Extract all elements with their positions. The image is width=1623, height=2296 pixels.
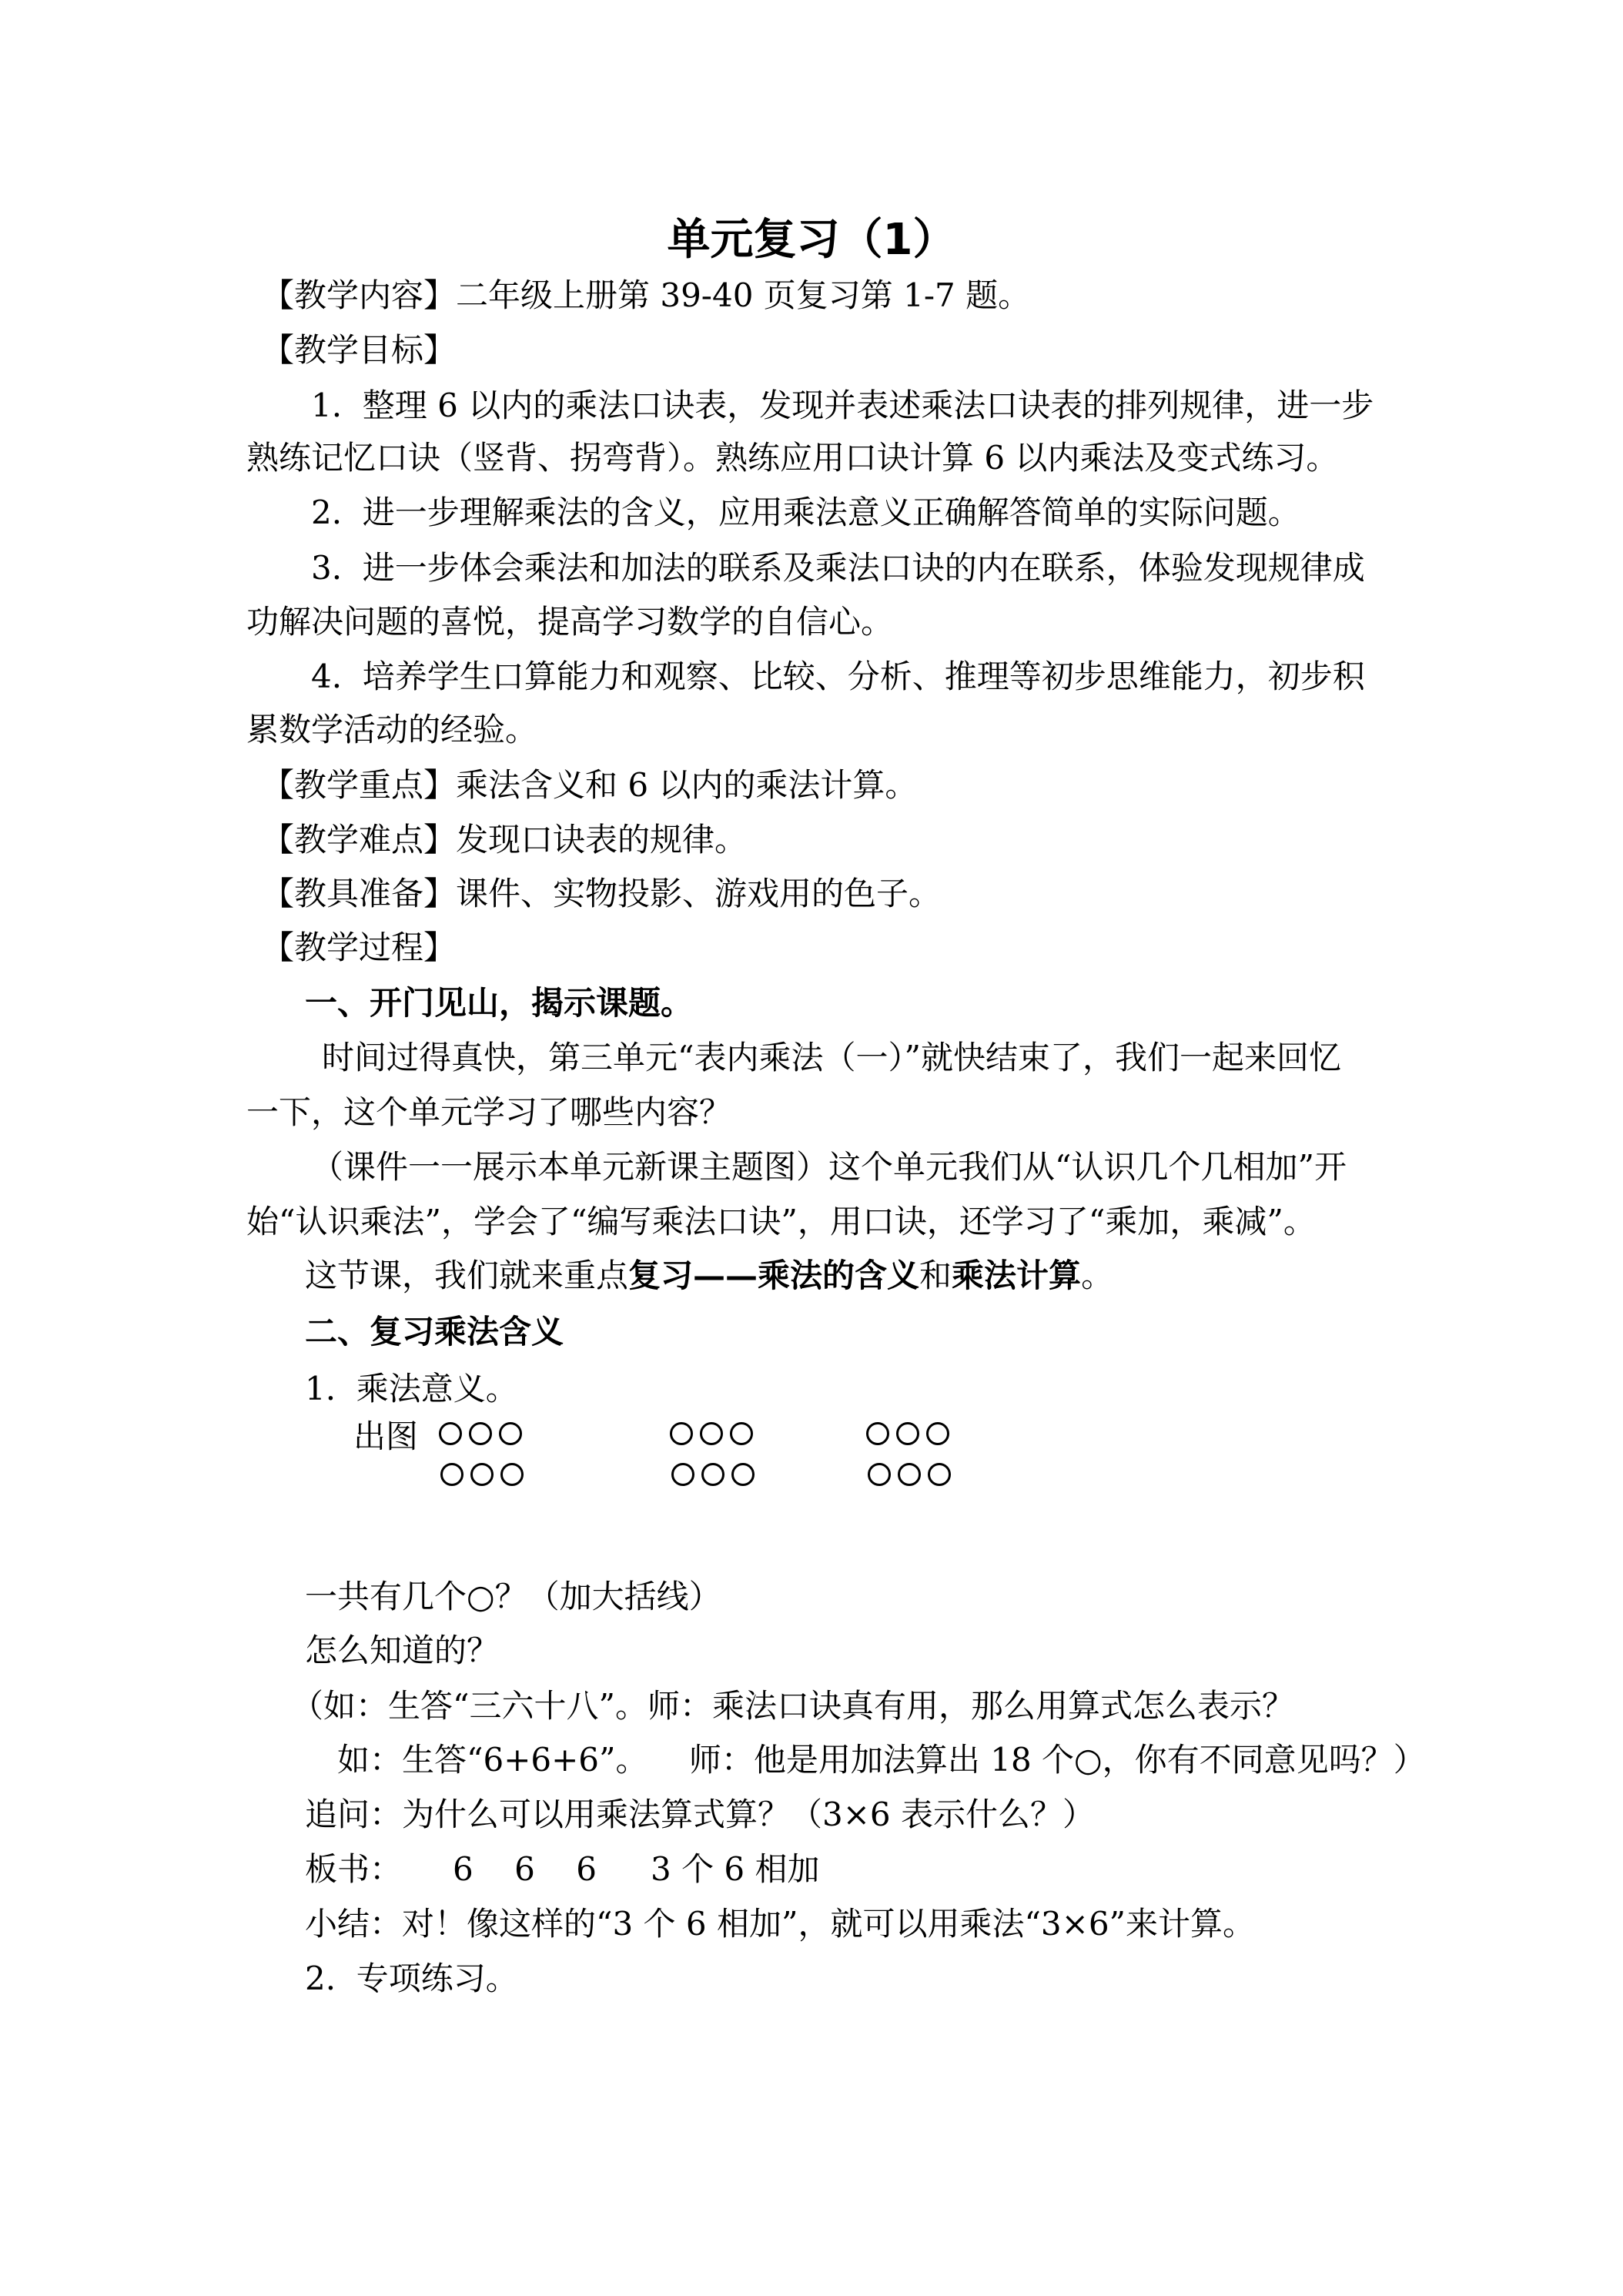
- para-3-bold-2: 乘法计算: [952, 1257, 1082, 1294]
- section-1-para-2-line-1: （课件一一展示本单元新课主题图）这个单元我们从“认识几个几相加”开: [311, 1148, 1347, 1186]
- circle-group-1-row-1: [439, 1422, 529, 1445]
- circle-icon: [470, 1463, 494, 1486]
- section-1-para-1-line-1: 时间过得真快，第三单元“表内乘法（一）”就快结束了，我们一起来回忆: [322, 1039, 1341, 1076]
- circle-icon: [926, 1422, 949, 1445]
- goal-2: 2. 进一步理解乘法的含义，应用乘法意义正确解答简单的实际问题。: [311, 494, 1300, 531]
- circle-icon: [896, 1422, 919, 1445]
- question-4: 如：生答“6+6+6”。 师：他是用加法算出 18 个○，你有不同意见吗？）: [337, 1741, 1426, 1779]
- circle-icon: [731, 1463, 755, 1486]
- circle-group-1-row-2: [440, 1463, 530, 1486]
- figure-label: 出图: [353, 1417, 419, 1455]
- section-1-para-2-line-2: 始“认识乘法”，学会了“编写乘法口诀”，用口诀，还学习了“乘加，乘减”。: [246, 1203, 1316, 1240]
- circle-icon: [499, 1422, 522, 1445]
- teaching-content: 【教学内容】二年级上册第 39-40 页复习第 1-7 题。: [262, 276, 1031, 314]
- teaching-preparation: 【教具准备】课件、实物投影、游戏用的色子。: [262, 875, 942, 912]
- goal-4-line-2: 累数学活动的经验。: [246, 711, 538, 748]
- circle-icon: [866, 1422, 889, 1445]
- circle-group-2-row-1: [670, 1422, 760, 1445]
- circle-group-3-row-2: [868, 1463, 958, 1486]
- question-1: 一共有几个○？（加大括线）: [305, 1578, 721, 1615]
- summary: 小结：对！像这样的“3 个 6 相加”，就可以用乘法“3×6”来计算。: [305, 1905, 1256, 1943]
- circle-icon: [868, 1463, 891, 1486]
- section-1-heading: 一、开门见山，揭示课题。: [305, 984, 694, 1022]
- circle-group-2-row-2: [671, 1463, 761, 1486]
- circle-icon: [500, 1463, 524, 1486]
- section-1-para-3: [305, 1253, 1113, 1299]
- circle-icon: [898, 1463, 921, 1486]
- circle-icon: [440, 1463, 463, 1486]
- page-title: 单元复习（1）: [667, 215, 956, 265]
- board-numbers: 6 6 6: [453, 1850, 597, 1888]
- board-text: 3 个 6 相加: [651, 1850, 820, 1888]
- teaching-goals-label: 【教学目标】: [262, 331, 457, 369]
- circle-icon: [700, 1422, 723, 1445]
- question-5: 追问：为什么可以用乘法算式算？（3×6 表示什么？）: [305, 1796, 1095, 1833]
- question-3: （如：生答“三六十八”。师：乘法口诀真有用，那么用算式怎么表示？: [291, 1687, 1294, 1725]
- circle-group-3-row-1: [866, 1422, 956, 1445]
- para-3-bold-1: 复习——乘法的含义: [628, 1257, 920, 1294]
- section-2-heading: 二、复习乘法含义: [305, 1313, 564, 1350]
- circle-icon: [671, 1463, 694, 1486]
- goal-1-line-2: 熟练记忆口诀（竖背、拐弯背）。熟练应用口诀计算 6 以内乘法及变式练习。: [246, 439, 1339, 477]
- circle-icon: [469, 1422, 492, 1445]
- section-2-item-1: 1. 乘法意义。: [305, 1370, 518, 1407]
- section-2-item-2: 2. 专项练习。: [305, 1960, 518, 1997]
- question-2: 怎么知道的？: [305, 1632, 500, 1669]
- goal-3-line-2: 功解决问题的喜悦，提高学习数学的自信心。: [246, 603, 894, 641]
- goal-3-line-1: 3. 进一步体会乘法和加法的联系及乘法口诀的内在联系，体验发现规律成: [311, 549, 1365, 587]
- teaching-key-point: 【教学重点】乘法含义和 6 以内的乘法计算。: [262, 766, 918, 804]
- board-label: 板书：: [305, 1850, 403, 1888]
- para-3-prefix: 这节课，我们就来重点: [305, 1257, 629, 1294]
- circle-icon: [701, 1463, 724, 1486]
- section-1-para-1-line-2: 一下，这个单元学习了哪些内容？: [246, 1093, 732, 1131]
- goal-1-line-1: 1. 整理 6 以内的乘法口诀表，发现并表述乘法口诀表的排列规律，进一步: [311, 387, 1374, 424]
- circle-icon: [928, 1463, 951, 1486]
- teaching-difficulty: 【教学难点】发现口诀表的规律。: [262, 821, 748, 858]
- circle-figure: [0, 1422, 1623, 1499]
- para-3-mid: 和: [919, 1257, 952, 1294]
- teaching-process-label: 【教学过程】: [262, 929, 457, 966]
- circle-icon: [730, 1422, 753, 1445]
- circle-icon: [439, 1422, 462, 1445]
- goal-4-line-1: 4. 培养学生口算能力和观察、比较、分析、推理等初步思维能力，初步积: [311, 658, 1365, 695]
- para-3-end: 。: [1081, 1257, 1114, 1294]
- circle-icon: [670, 1422, 693, 1445]
